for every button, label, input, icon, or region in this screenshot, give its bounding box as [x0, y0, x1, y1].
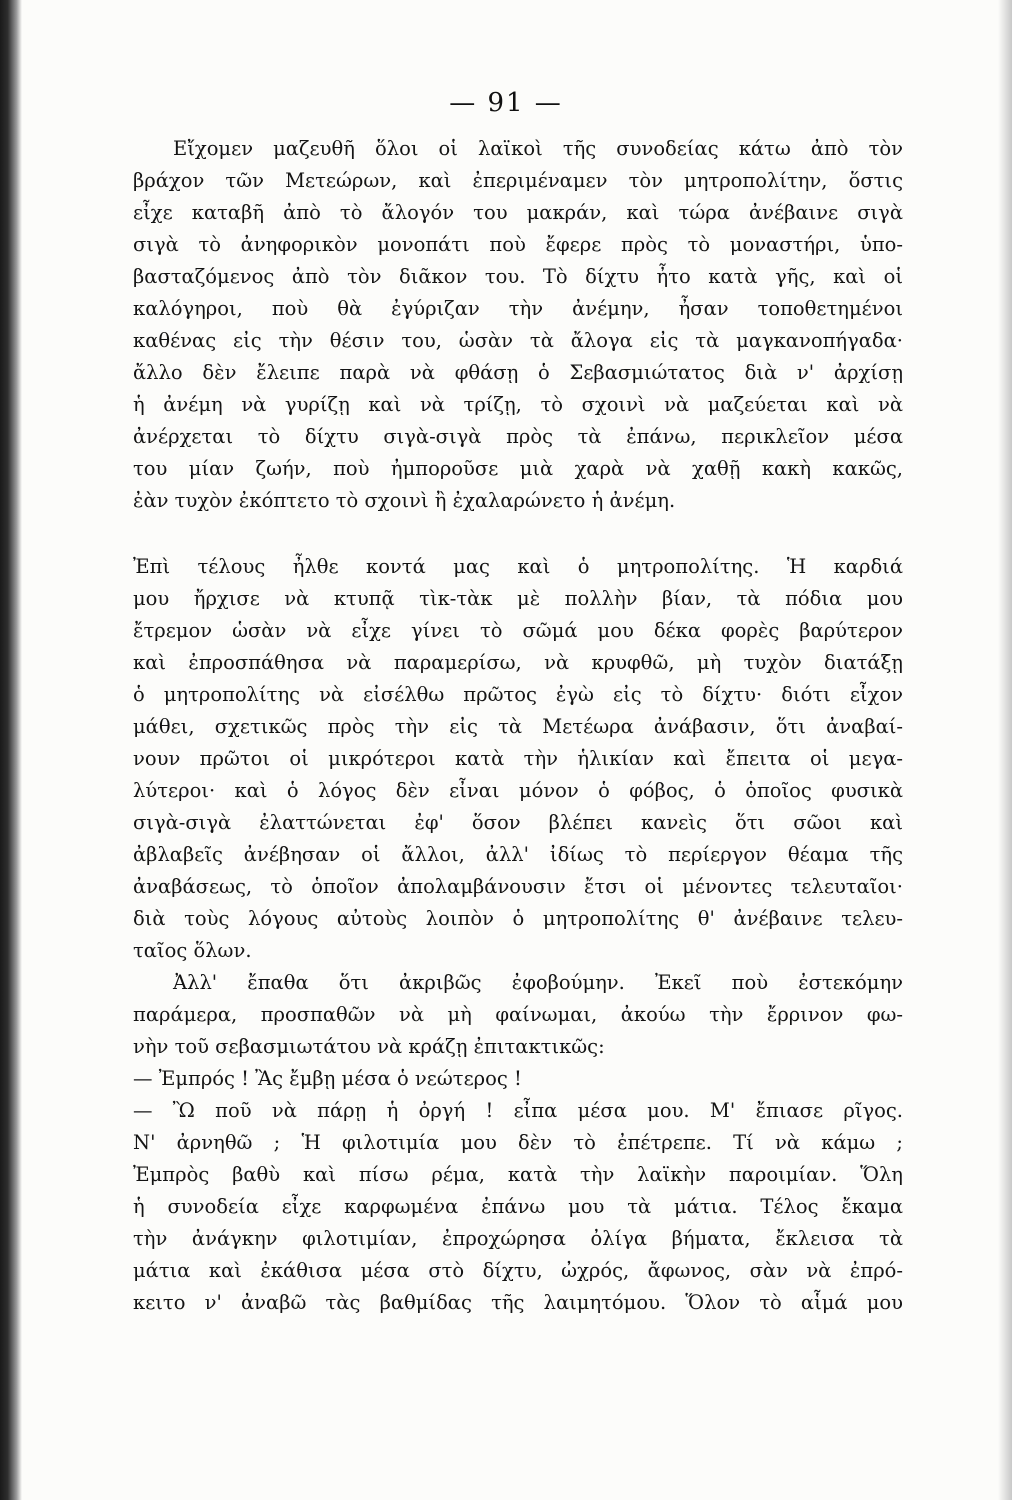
- text-line: ταῖος ὅλων.: [133, 939, 252, 962]
- text-line: — Ἐμπρός ! Ἂς ἔμβῃ μέσα ὁ νεώτερος !: [133, 1067, 522, 1090]
- body-text: [133, 133, 903, 1319]
- text-line: μάτια καὶ ἐκάθισα μέσα στὸ δίχτυ, ὠχρός, ἄφωνος, σὰν νὰ ἐπρό-: [133, 1259, 903, 1282]
- text-line: βράχον τῶν Μετεώρων, καὶ ἐπεριμέναμεν τὸν μητροπολίτην, ὅστις: [133, 169, 903, 192]
- paragraph-gap: [133, 517, 903, 551]
- text-line: ὁ μητροπολίτης νὰ εἰσέλθω πρῶτος ἐγὼ εἰς τὸ δίχτυ· διότι εἶχον: [133, 683, 903, 706]
- text-line: κειτο ν' ἀναβῶ τὰς βαθμίδας τῆς λαιμητόμου. Ὅλον τὸ αἷμά μου: [133, 1291, 903, 1314]
- page-edge: [998, 0, 1012, 1500]
- text-line: εἶχε καταβῆ ἀπὸ τὸ ἄλογόν του μακράν, καὶ τώρα ἀνέβαινε σιγὰ: [133, 201, 903, 224]
- text-line: λύτεροι· καὶ ὁ λόγος δὲν εἶναι μόνον ὁ φόβος, ὁ ὁποῖος φυσικὰ: [133, 779, 903, 802]
- text-line: καὶ ἐπροσπάθησα νὰ παραμερίσω, νὰ κρυφθῶ, μὴ τυχὸν διατάξῃ: [133, 651, 903, 674]
- paragraph-2: [133, 551, 903, 967]
- text-line: — Ὢ ποῦ νὰ πάρῃ ἡ ὀργή ! εἶπα μέσα μου. Μ' ἔπιασε ρῖγος.: [133, 1099, 903, 1122]
- dialogue-line-1: [133, 1063, 903, 1095]
- paragraph-1: [133, 133, 903, 517]
- text-line: ἀβλαβεῖς ἀνέβησαν οἱ ἄλλοι, ἀλλ' ἰδίως τὸ περίεργον θέαμα τῆς: [133, 843, 903, 866]
- text-line: μου ἤρχισε νὰ κτυπᾷ τὶκ-τὰκ μὲ πολλὴν βίαν, τὰ πόδια μου: [133, 587, 903, 610]
- text-line: καλόγηροι, ποὺ θὰ ἐγύριζαν τὴν ἀνέμην, ἦσαν τοποθετημένοι: [133, 297, 903, 320]
- text-line: ἄλλο δὲν ἔλειπε παρὰ νὰ φθάσῃ ὁ Σεβασμιώτατος διὰ ν' ἀρχίσῃ: [133, 361, 903, 384]
- text-line: ἡ συνοδεία εἶχε καρφωμένα ἐπάνω μου τὰ μάτια. Τέλος ἔκαμα: [133, 1195, 903, 1218]
- text-line: διὰ τοὺς λόγους αὐτοὺς λοιπὸν ὁ μητροπολίτης θ' ἀνέβαινε τελευ-: [133, 907, 903, 930]
- text-line: ἐὰν τυχὸν ἐκόπτετο τὸ σχοινὶ ἢ ἐχαλαρώνετο ἡ ἀνέμη.: [133, 489, 676, 512]
- text-line: ἡ ἀνέμη νὰ γυρίζῃ καὶ νὰ τρίζῃ, τὸ σχοινὶ νὰ μαζεύεται καὶ νὰ: [133, 393, 903, 416]
- text-line: Ἀλλ' ἔπαθα ὅτι ἀκριβῶς ἐφοβούμην. Ἐκεῖ ποὺ ἐστεκόμην: [173, 971, 903, 994]
- text-line: νουν πρῶτοι οἱ μικρότεροι κατὰ τὴν ἡλικίαν καὶ ἔπειτα οἱ μεγα-: [133, 747, 903, 770]
- text-line: παράμερα, προσπαθῶν νὰ μὴ φαίνωμαι, ἀκούω τὴν ἔρρινον φω-: [133, 1003, 903, 1026]
- text-line: τὴν ἀνάγκην φιλοτιμίαν, ἐπροχώρησα ὀλίγα βήματα, ἔκλεισα τὰ: [133, 1227, 903, 1250]
- text-line: ἔτρεμον ὡσὰν νὰ εἶχε γίνει τὸ σῶμά μου δέκα φορὲς βαρύτερον: [133, 619, 903, 642]
- text-line: νὴν τοῦ σεβασμιωτάτου νὰ κράζῃ ἐπιτακτικῶς:: [133, 1035, 605, 1058]
- text-line: Ν' ἀρνηθῶ ; Ἡ φιλοτιμία μου δὲν τὸ ἐπέτρεπε. Τί νὰ κάμω ;: [133, 1131, 903, 1154]
- page-binding-shadow: [0, 0, 22, 1500]
- text-line: μάθει, σχετικῶς πρὸς τὴν εἰς τὰ Μετέωρα ἀνάβασιν, ὅτι ἀναβαί-: [133, 715, 903, 738]
- text-line: σιγὰ-σιγὰ ἐλαττώνεται ἐφ' ὅσον βλέπει κανεὶς ὅτι σῶοι καὶ: [133, 811, 903, 834]
- text-line: Ἐπὶ τέλους ἦλθε κοντά μας καὶ ὁ μητροπολίτης. Ἡ καρδιά: [133, 555, 903, 578]
- text-line: ἀνέρχεται τὸ δίχτυ σιγὰ-σιγὰ πρὸς τὰ ἐπάνω, περικλεῖον μέσα: [133, 425, 903, 448]
- text-line: ἀναβάσεως, τὸ ὁποῖον ἀπολαμβάνουσιν ἔτσι οἱ μένοντες τελευταῖοι·: [133, 875, 903, 898]
- text-line: καθένας εἰς τὴν θέσιν του, ὡσὰν τὰ ἄλογα εἰς τὰ μαγκανοπήγαδα·: [133, 329, 903, 352]
- paragraph-5: [133, 1095, 903, 1319]
- text-line: Ἐμπρὸς βαθὺ καὶ πίσω ρέμα, κατὰ τὴν λαϊκὴν παροιμίαν. Ὅλη: [133, 1163, 903, 1186]
- text-line: του μίαν ζωήν, ποὺ ἠμποροῦσε μιὰ χαρὰ νὰ χαθῇ κακὴ κακῶς,: [133, 457, 903, 480]
- text-line: σιγὰ τὸ ἀνηφορικὸν μονοπάτι ποὺ ἔφερε πρὸς τὸ μοναστήρι, ὑπο-: [133, 233, 903, 256]
- paragraph-3: [133, 967, 903, 1063]
- text-line: βασταζόμενος ἀπὸ τὸν διᾶκον του. Τὸ δίχτυ ἦτο κατὰ γῆς, καὶ οἱ: [133, 265, 903, 288]
- text-line: Εἴχομεν μαζευθῆ ὅλοι οἱ λαϊκοὶ τῆς συνοδείας κάτω ἀπὸ τὸν: [173, 137, 903, 160]
- page-number: — 91 —: [449, 88, 563, 118]
